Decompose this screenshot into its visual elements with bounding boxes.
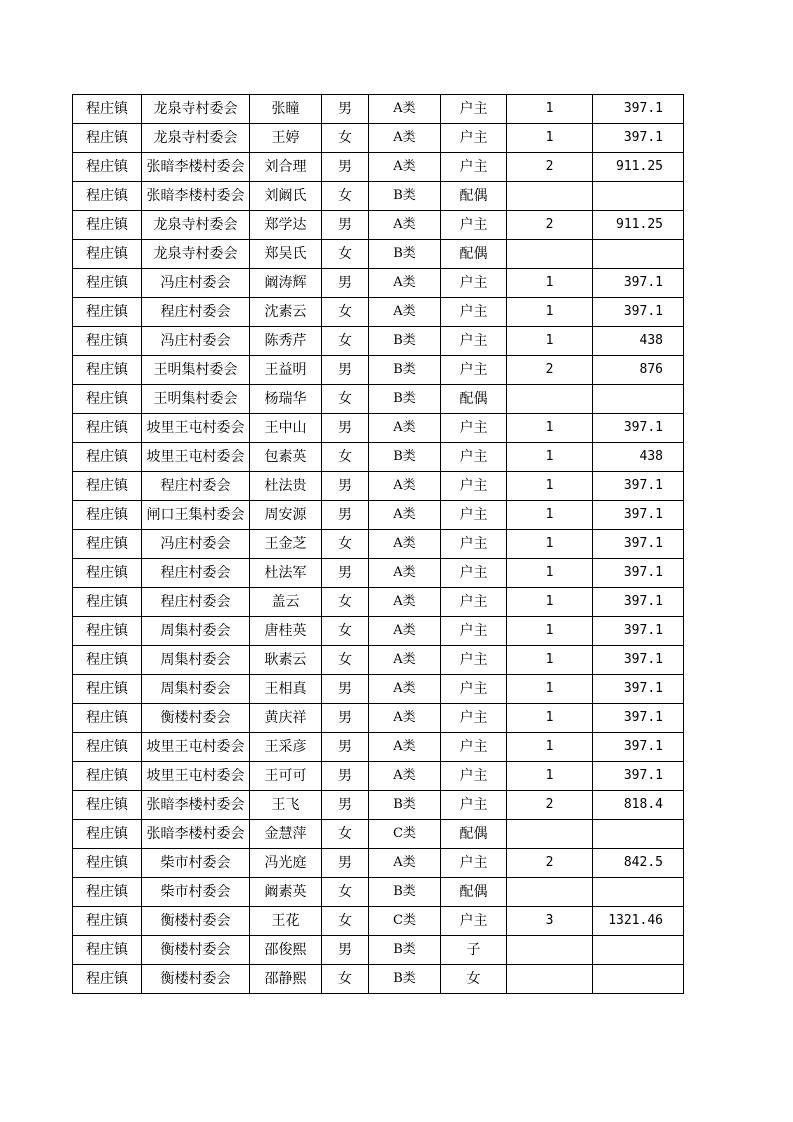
category-cell: B类	[369, 356, 441, 385]
relation-cell: 配偶	[441, 820, 507, 849]
gender-cell: 女	[322, 965, 369, 994]
village-committee-cell: 王明集村委会	[142, 385, 250, 414]
name-cell: 王飞	[250, 791, 322, 820]
amount-cell	[593, 878, 684, 907]
table-row	[73, 269, 684, 298]
table-row	[73, 385, 684, 414]
amount-cell	[593, 965, 684, 994]
amount-cell	[593, 936, 684, 965]
town-cell: 程庄镇	[73, 472, 142, 501]
name-cell: 王花	[250, 907, 322, 936]
amount-cell	[593, 385, 684, 414]
town-cell: 程庄镇	[73, 269, 142, 298]
category-cell: A类	[369, 588, 441, 617]
gender-cell: 女	[322, 298, 369, 327]
relation-cell: 户主	[441, 124, 507, 153]
table-row	[73, 530, 684, 559]
village-committee-cell: 张暗李楼村委会	[142, 182, 250, 211]
category-cell: B类	[369, 327, 441, 356]
category-cell: A类	[369, 849, 441, 878]
gender-cell: 男	[322, 414, 369, 443]
village-committee-cell: 龙泉寺村委会	[142, 124, 250, 153]
household-size-cell: 2	[507, 153, 593, 182]
town-cell: 程庄镇	[73, 849, 142, 878]
gender-cell: 男	[322, 936, 369, 965]
relation-cell: 户主	[441, 588, 507, 617]
gender-cell: 女	[322, 820, 369, 849]
table-row	[73, 298, 684, 327]
town-cell: 程庄镇	[73, 820, 142, 849]
village-committee-cell: 程庄村委会	[142, 472, 250, 501]
household-size-cell: 1	[507, 733, 593, 762]
amount-cell	[593, 820, 684, 849]
gender-cell: 女	[322, 646, 369, 675]
village-committee-cell: 龙泉寺村委会	[142, 95, 250, 124]
amount-cell: 397.1	[593, 733, 684, 762]
village-committee-cell: 程庄村委会	[142, 559, 250, 588]
table-row	[73, 95, 684, 124]
town-cell: 程庄镇	[73, 617, 142, 646]
village-committee-cell: 冯庄村委会	[142, 327, 250, 356]
table-row	[73, 820, 684, 849]
name-cell: 张瞳	[250, 95, 322, 124]
name-cell: 包素英	[250, 443, 322, 472]
name-cell: 杨瑞华	[250, 385, 322, 414]
gender-cell: 男	[322, 762, 369, 791]
amount-cell: 1321.46	[593, 907, 684, 936]
category-cell: A类	[369, 269, 441, 298]
household-size-cell: 2	[507, 356, 593, 385]
table-row	[73, 240, 684, 269]
table-row	[73, 907, 684, 936]
gender-cell: 女	[322, 878, 369, 907]
name-cell: 冯光庭	[250, 849, 322, 878]
relation-cell: 配偶	[441, 385, 507, 414]
town-cell: 程庄镇	[73, 385, 142, 414]
table-row	[73, 704, 684, 733]
category-cell: C类	[369, 907, 441, 936]
name-cell: 耿素云	[250, 646, 322, 675]
town-cell: 程庄镇	[73, 298, 142, 327]
name-cell: 郑学达	[250, 211, 322, 240]
relation-cell: 户主	[441, 95, 507, 124]
town-cell: 程庄镇	[73, 211, 142, 240]
gender-cell: 男	[322, 153, 369, 182]
category-cell: B类	[369, 385, 441, 414]
town-cell: 程庄镇	[73, 704, 142, 733]
village-committee-cell: 张暗李楼村委会	[142, 153, 250, 182]
gender-cell: 男	[322, 733, 369, 762]
name-cell: 王采彦	[250, 733, 322, 762]
amount-cell: 397.1	[593, 501, 684, 530]
name-cell: 刘合理	[250, 153, 322, 182]
town-cell: 程庄镇	[73, 588, 142, 617]
town-cell: 程庄镇	[73, 95, 142, 124]
category-cell: A类	[369, 124, 441, 153]
village-committee-cell: 衡楼村委会	[142, 936, 250, 965]
relation-cell: 配偶	[441, 240, 507, 269]
table-row	[73, 617, 684, 646]
relation-cell: 户主	[441, 646, 507, 675]
category-cell: A类	[369, 211, 441, 240]
household-size-cell: 1	[507, 472, 593, 501]
category-cell: B类	[369, 936, 441, 965]
village-committee-cell: 坡里王屯村委会	[142, 762, 250, 791]
category-cell: C类	[369, 820, 441, 849]
amount-cell: 818.4	[593, 791, 684, 820]
category-cell: B类	[369, 443, 441, 472]
relation-cell: 户主	[441, 907, 507, 936]
relation-cell: 户主	[441, 849, 507, 878]
town-cell: 程庄镇	[73, 791, 142, 820]
village-committee-cell: 周集村委会	[142, 646, 250, 675]
name-cell: 陈秀芹	[250, 327, 322, 356]
amount-cell: 842.5	[593, 849, 684, 878]
household-size-cell	[507, 820, 593, 849]
household-size-cell: 2	[507, 791, 593, 820]
relation-cell: 配偶	[441, 878, 507, 907]
category-cell: B类	[369, 965, 441, 994]
category-cell: A类	[369, 617, 441, 646]
gender-cell: 男	[322, 211, 369, 240]
relation-cell: 户主	[441, 501, 507, 530]
household-size-cell: 1	[507, 298, 593, 327]
name-cell: 唐桂英	[250, 617, 322, 646]
table-row	[73, 443, 684, 472]
village-committee-cell: 龙泉寺村委会	[142, 240, 250, 269]
category-cell: B类	[369, 182, 441, 211]
table-row	[73, 849, 684, 878]
table-row	[73, 936, 684, 965]
village-committee-cell: 柴市村委会	[142, 878, 250, 907]
gender-cell: 男	[322, 356, 369, 385]
household-size-cell	[507, 240, 593, 269]
amount-cell: 397.1	[593, 298, 684, 327]
relation-cell: 户主	[441, 762, 507, 791]
amount-cell: 397.1	[593, 414, 684, 443]
town-cell: 程庄镇	[73, 907, 142, 936]
household-size-cell: 1	[507, 762, 593, 791]
town-cell: 程庄镇	[73, 501, 142, 530]
household-size-cell: 2	[507, 849, 593, 878]
household-size-cell	[507, 385, 593, 414]
household-size-cell: 1	[507, 530, 593, 559]
relation-cell: 户主	[441, 356, 507, 385]
name-cell: 金慧萍	[250, 820, 322, 849]
relation-cell: 户主	[441, 298, 507, 327]
relation-cell: 子	[441, 936, 507, 965]
household-size-cell: 1	[507, 646, 593, 675]
gender-cell: 男	[322, 501, 369, 530]
household-size-cell: 1	[507, 588, 593, 617]
relation-cell: 户主	[441, 269, 507, 298]
town-cell: 程庄镇	[73, 327, 142, 356]
category-cell: A类	[369, 530, 441, 559]
town-cell: 程庄镇	[73, 356, 142, 385]
gender-cell: 女	[322, 182, 369, 211]
household-size-cell	[507, 878, 593, 907]
household-size-cell: 1	[507, 501, 593, 530]
household-size-cell: 1	[507, 443, 593, 472]
table-row	[73, 878, 684, 907]
village-committee-cell: 闸口王集村委会	[142, 501, 250, 530]
household-size-cell: 1	[507, 617, 593, 646]
category-cell: B类	[369, 791, 441, 820]
household-size-cell: 1	[507, 124, 593, 153]
village-committee-cell: 程庄村委会	[142, 588, 250, 617]
amount-cell: 397.1	[593, 646, 684, 675]
gender-cell: 男	[322, 704, 369, 733]
town-cell: 程庄镇	[73, 124, 142, 153]
name-cell: 王益明	[250, 356, 322, 385]
town-cell: 程庄镇	[73, 443, 142, 472]
category-cell: B类	[369, 240, 441, 269]
amount-cell: 397.1	[593, 472, 684, 501]
table-row	[73, 965, 684, 994]
name-cell: 邵静熙	[250, 965, 322, 994]
amount-cell: 438	[593, 443, 684, 472]
table-row	[73, 124, 684, 153]
relation-cell: 户主	[441, 733, 507, 762]
relation-cell: 户主	[441, 443, 507, 472]
gender-cell: 男	[322, 791, 369, 820]
village-committee-cell: 坡里王屯村委会	[142, 443, 250, 472]
gender-cell: 女	[322, 588, 369, 617]
household-size-cell: 1	[507, 675, 593, 704]
amount-cell: 397.1	[593, 269, 684, 298]
household-size-cell	[507, 936, 593, 965]
category-cell: A类	[369, 733, 441, 762]
household-size-cell: 1	[507, 327, 593, 356]
relation-cell: 户主	[441, 472, 507, 501]
gender-cell: 女	[322, 530, 369, 559]
village-committee-cell: 周集村委会	[142, 675, 250, 704]
town-cell: 程庄镇	[73, 936, 142, 965]
category-cell: A类	[369, 646, 441, 675]
village-committee-cell: 坡里王屯村委会	[142, 733, 250, 762]
name-cell: 王婷	[250, 124, 322, 153]
village-committee-cell: 张暗李楼村委会	[142, 791, 250, 820]
table-row	[73, 501, 684, 530]
category-cell: A类	[369, 704, 441, 733]
amount-cell: 397.1	[593, 704, 684, 733]
household-size-cell: 1	[507, 559, 593, 588]
table-row	[73, 646, 684, 675]
relation-cell: 户主	[441, 617, 507, 646]
name-cell: 阚素英	[250, 878, 322, 907]
name-cell: 黄庆祥	[250, 704, 322, 733]
table-body	[73, 95, 684, 994]
gender-cell: 女	[322, 327, 369, 356]
name-cell: 盖云	[250, 588, 322, 617]
name-cell: 王可可	[250, 762, 322, 791]
amount-cell	[593, 182, 684, 211]
relation-cell: 户主	[441, 791, 507, 820]
relation-cell: 户主	[441, 559, 507, 588]
household-size-cell: 2	[507, 211, 593, 240]
relation-cell: 户主	[441, 530, 507, 559]
village-committee-cell: 程庄村委会	[142, 298, 250, 327]
name-cell: 王相真	[250, 675, 322, 704]
assistance-roster-table	[72, 94, 684, 994]
category-cell: A类	[369, 414, 441, 443]
town-cell: 程庄镇	[73, 559, 142, 588]
name-cell: 周安源	[250, 501, 322, 530]
table-row	[73, 472, 684, 501]
town-cell: 程庄镇	[73, 182, 142, 211]
category-cell: B类	[369, 878, 441, 907]
town-cell: 程庄镇	[73, 878, 142, 907]
household-size-cell: 1	[507, 704, 593, 733]
relation-cell: 户主	[441, 704, 507, 733]
village-committee-cell: 周集村委会	[142, 617, 250, 646]
category-cell: A类	[369, 675, 441, 704]
name-cell: 沈素云	[250, 298, 322, 327]
table-row	[73, 182, 684, 211]
village-committee-cell: 张暗李楼村委会	[142, 820, 250, 849]
amount-cell: 397.1	[593, 530, 684, 559]
village-committee-cell: 王明集村委会	[142, 356, 250, 385]
relation-cell: 户主	[441, 327, 507, 356]
relation-cell: 配偶	[441, 182, 507, 211]
gender-cell: 男	[322, 559, 369, 588]
relation-cell: 户主	[441, 153, 507, 182]
name-cell: 郑吴氏	[250, 240, 322, 269]
category-cell: A类	[369, 501, 441, 530]
amount-cell: 397.1	[593, 675, 684, 704]
gender-cell: 女	[322, 124, 369, 153]
village-committee-cell: 冯庄村委会	[142, 269, 250, 298]
table-row	[73, 675, 684, 704]
household-size-cell	[507, 182, 593, 211]
table-row	[73, 791, 684, 820]
name-cell: 王中山	[250, 414, 322, 443]
category-cell: A类	[369, 559, 441, 588]
town-cell: 程庄镇	[73, 646, 142, 675]
town-cell: 程庄镇	[73, 414, 142, 443]
category-cell: A类	[369, 762, 441, 791]
category-cell: A类	[369, 95, 441, 124]
table-row	[73, 559, 684, 588]
name-cell: 杜法军	[250, 559, 322, 588]
category-cell: A类	[369, 153, 441, 182]
table-row	[73, 356, 684, 385]
town-cell: 程庄镇	[73, 762, 142, 791]
town-cell: 程庄镇	[73, 530, 142, 559]
name-cell: 邵俊熙	[250, 936, 322, 965]
town-cell: 程庄镇	[73, 965, 142, 994]
amount-cell: 397.1	[593, 559, 684, 588]
relation-cell: 女	[441, 965, 507, 994]
table-row	[73, 762, 684, 791]
table-row	[73, 733, 684, 762]
name-cell: 刘阚氏	[250, 182, 322, 211]
household-size-cell: 3	[507, 907, 593, 936]
amount-cell: 397.1	[593, 588, 684, 617]
category-cell: A类	[369, 472, 441, 501]
name-cell: 杜法贵	[250, 472, 322, 501]
town-cell: 程庄镇	[73, 153, 142, 182]
gender-cell: 男	[322, 675, 369, 704]
name-cell: 王金芝	[250, 530, 322, 559]
town-cell: 程庄镇	[73, 675, 142, 704]
household-size-cell: 1	[507, 269, 593, 298]
village-committee-cell: 衡楼村委会	[142, 704, 250, 733]
amount-cell: 397.1	[593, 95, 684, 124]
table-row	[73, 588, 684, 617]
gender-cell: 女	[322, 443, 369, 472]
amount-cell: 397.1	[593, 617, 684, 646]
table-row	[73, 414, 684, 443]
gender-cell: 男	[322, 269, 369, 298]
gender-cell: 女	[322, 617, 369, 646]
village-committee-cell: 衡楼村委会	[142, 965, 250, 994]
amount-cell: 438	[593, 327, 684, 356]
relation-cell: 户主	[441, 675, 507, 704]
town-cell: 程庄镇	[73, 240, 142, 269]
village-committee-cell: 坡里王屯村委会	[142, 414, 250, 443]
amount-cell: 911.25	[593, 211, 684, 240]
town-cell: 程庄镇	[73, 733, 142, 762]
village-committee-cell: 冯庄村委会	[142, 530, 250, 559]
household-size-cell	[507, 965, 593, 994]
amount-cell: 397.1	[593, 124, 684, 153]
household-size-cell: 1	[507, 414, 593, 443]
category-cell: A类	[369, 298, 441, 327]
village-committee-cell: 柴市村委会	[142, 849, 250, 878]
gender-cell: 女	[322, 240, 369, 269]
village-committee-cell: 龙泉寺村委会	[142, 211, 250, 240]
amount-cell: 397.1	[593, 762, 684, 791]
household-size-cell: 1	[507, 95, 593, 124]
amount-cell: 911.25	[593, 153, 684, 182]
gender-cell: 男	[322, 849, 369, 878]
village-committee-cell: 衡楼村委会	[142, 907, 250, 936]
amount-cell	[593, 240, 684, 269]
relation-cell: 户主	[441, 414, 507, 443]
gender-cell: 女	[322, 907, 369, 936]
gender-cell: 男	[322, 472, 369, 501]
table-row	[73, 327, 684, 356]
amount-cell: 876	[593, 356, 684, 385]
gender-cell: 女	[322, 385, 369, 414]
table-row	[73, 211, 684, 240]
table-row	[73, 153, 684, 182]
name-cell: 阚涛辉	[250, 269, 322, 298]
gender-cell: 男	[322, 95, 369, 124]
relation-cell: 户主	[441, 211, 507, 240]
